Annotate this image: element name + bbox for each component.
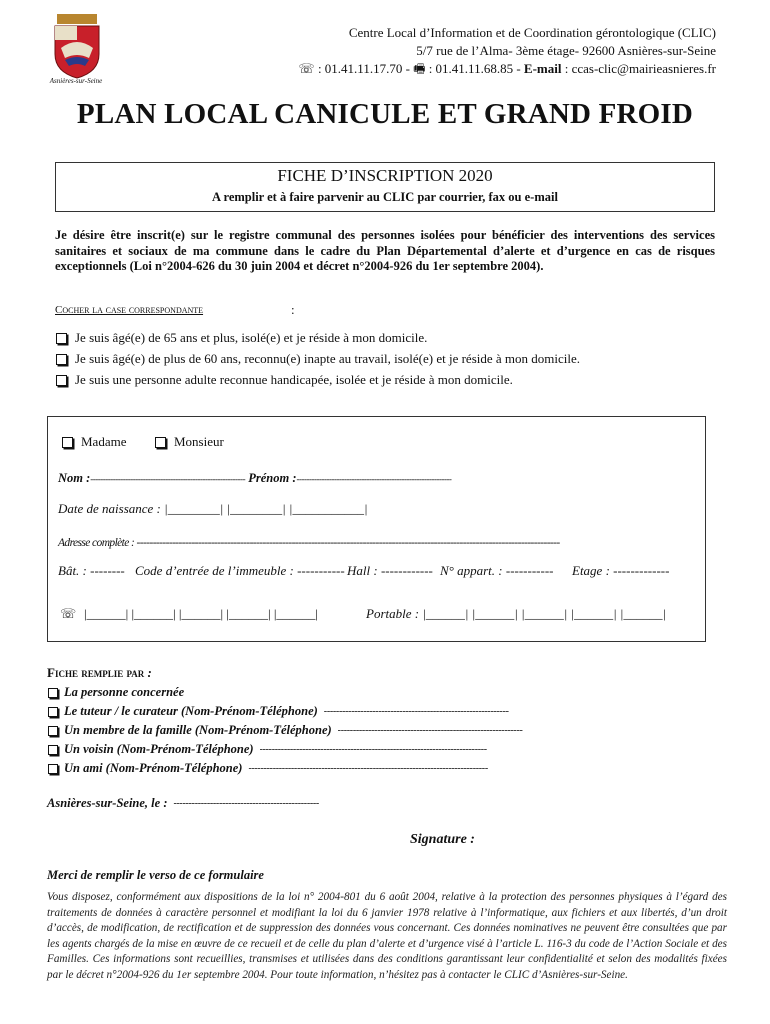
header-address: 5/7 rue de l’Alma- 3ème étage- 92600 Asnières-sur-Seine: [416, 43, 716, 58]
checkbox[interactable]: [48, 745, 58, 755]
header-fax: : 01.41.11.68.85 -: [425, 61, 524, 76]
header-email-label: E-mail: [523, 61, 562, 76]
signature-label[interactable]: Signature :: [410, 832, 475, 847]
checkbox[interactable]: [56, 333, 67, 344]
intro-paragraph: Je désire être inscrit(e) sur le registre communal des personnes isolées pour bénéficier des interventions des services sanitaires et sociaux de ma commune dans le cadre du Plan Départemental d’alerte et d’urgence en cas de risques exceptionnels (Loi n°2004-626 du 30 juin 2004 et décret n°2004-926 du 1er septembre 2004).: [55, 228, 715, 273]
legal-notice: Vous disposez, conformément aux dispositions de la loi n° 2004-801 du 6 août 2004, relative à la protection des personnes physiques à l’égard des traitements de données à caractère personnel et modifiant la loi du 6 janvier 1978 relative à l’informatique, aux fichiers et aux libertés, d’un droit d’accès, de modification, de rectification et de suppression des données vous concernant. Ces données nominatives ne peuvent être consultées que par les agents chargés de la mise en œuvre de ce recueil et de celle du plan d’alerte et d’urgence visé à l’article L. 116-3 du code de l’Action Sociale et des Familles. Ces informations sont recueillies, transmises et utilisées dans des conditions garantissant leur confidentialité et selon des modalités fixées par le décret n°2004-926 du 1er septembre 2004. Pour toute information, n’hésitez pas à contacter le CLIC d’Asnières-sur-Seine.: [47, 891, 727, 981]
logo-caption: Asnières-sur-Seine: [49, 77, 103, 85]
filler-dashes[interactable]: -------------------------------------------------------------: [323, 706, 509, 717]
header-phone: : 01.41.11.17.70 -: [314, 61, 414, 76]
place-date-line[interactable]: [47, 796, 319, 811]
option-label: Je suis âgé(e) de 65 ans et plus, isolé(e) et je réside à mon domicile.: [75, 330, 428, 345]
checkbox[interactable]: [48, 707, 58, 717]
prenom-label: Prénom :: [248, 471, 297, 485]
madame-option[interactable]: [62, 434, 126, 450]
monsieur-label: Monsieur: [174, 434, 224, 449]
filler-label: Un membre de la famille (Nom-Prénom-Téléphone): [64, 723, 332, 737]
phone-field[interactable]: |______| |______| |______| |______| |______|: [84, 606, 319, 621]
option-label: Je suis une personne adulte reconnue handicapée, isolée et je réside à mon domicile.: [75, 372, 513, 387]
address-field[interactable]: Adresse complète : -----------------------------------------------------------------------------------------------------------------------------------: [58, 537, 560, 549]
cocher-colon: :: [291, 302, 295, 317]
madame-label: Madame: [81, 434, 127, 449]
filler-self[interactable]: [48, 685, 184, 700]
header-contacts: [298, 60, 716, 78]
checkbox[interactable]: [48, 688, 58, 698]
phone-icon: ☏: [298, 61, 315, 76]
monsieur-option[interactable]: [155, 434, 224, 450]
cocher-label: Cocher la case correspondante: [55, 304, 204, 316]
place-date-label: Asnières-sur-Seine, le :: [47, 796, 168, 810]
filler-tuteur[interactable]: [48, 704, 509, 719]
fiche-box: [55, 162, 715, 212]
filler-ami[interactable]: [48, 761, 488, 776]
phone-icon: ☏: [60, 606, 77, 621]
checkbox[interactable]: [62, 437, 73, 448]
city-crest-logo: [47, 14, 107, 84]
code-field[interactable]: Code d’entrée de l’immeuble : -----------: [135, 563, 345, 578]
header-contact: [298, 24, 716, 78]
option-60-inapte[interactable]: [56, 351, 580, 367]
nom-label: Nom :: [58, 471, 91, 485]
fiche-subtitle: A remplir et à faire parvenir au CLIC par courrier, fax ou e-mail: [212, 190, 558, 204]
prenom-field[interactable]: --------------------------------------------------------------: [296, 474, 452, 484]
option-65-plus[interactable]: [56, 330, 427, 346]
date-field[interactable]: ------------------------------------------------: [173, 798, 319, 809]
filler-label: Un voisin (Nom-Prénom-Téléphone): [64, 742, 254, 756]
checkbox[interactable]: [48, 726, 58, 736]
merci-note: Merci de remplir le verso de ce formulaire: [47, 868, 264, 882]
page-title: PLAN LOCAL CANICULE ET GRAND FROID: [76, 98, 694, 130]
filler-voisin[interactable]: [48, 742, 487, 757]
filler-famille[interactable]: [48, 723, 523, 738]
fiche-remplie-par: Fiche remplie par :: [47, 665, 152, 680]
checkbox[interactable]: [155, 437, 166, 448]
filler-dashes[interactable]: ---------------------------------------------------------------------------: [259, 744, 487, 755]
filler-label: Un ami (Nom-Prénom-Téléphone): [64, 761, 243, 775]
filler-dashes[interactable]: -------------------------------------------------------------: [337, 725, 523, 736]
header-email: : ccas-clic@mairieasnieres.fr: [561, 61, 716, 76]
checkbox[interactable]: [56, 375, 67, 386]
portable-field[interactable]: Portable : |______| |______| |______| |______| |______|: [366, 606, 667, 621]
filler-dashes[interactable]: -------------------------------------------------------------------------------: [248, 763, 488, 774]
fiche-title: FICHE D’INSCRIPTION 2020: [277, 166, 493, 185]
fax-icon: 🖷: [413, 61, 426, 76]
option-handicap[interactable]: [56, 372, 513, 388]
hall-field[interactable]: Hall : ------------: [347, 563, 433, 578]
etage-field[interactable]: Etage : -------------: [572, 563, 670, 578]
option-label: Je suis âgé(e) de plus de 60 ans, reconnu(e) inapte au travail, isolé(e) et je réside à mon domicile.: [75, 351, 581, 366]
fiche-remplie-label: Fiche remplie par: [47, 665, 145, 680]
name-line[interactable]: [58, 471, 451, 486]
filler-label: Le tuteur / le curateur (Nom-Prénom-Téléphone): [64, 704, 318, 718]
filler-label: La personne concernée: [64, 685, 185, 699]
header-org-name: Centre Local d’Information et de Coordination gérontologique (CLIC): [348, 25, 716, 40]
dob-field[interactable]: Date de naissance : |________| |________| |___________|: [58, 501, 368, 516]
bat-field[interactable]: Bât. : --------: [58, 563, 125, 578]
nom-field[interactable]: --------------------------------------------------------------: [90, 474, 246, 484]
appart-field[interactable]: N° appart. : -----------: [440, 563, 554, 578]
checkbox[interactable]: [56, 354, 67, 365]
checkbox[interactable]: [48, 764, 58, 774]
